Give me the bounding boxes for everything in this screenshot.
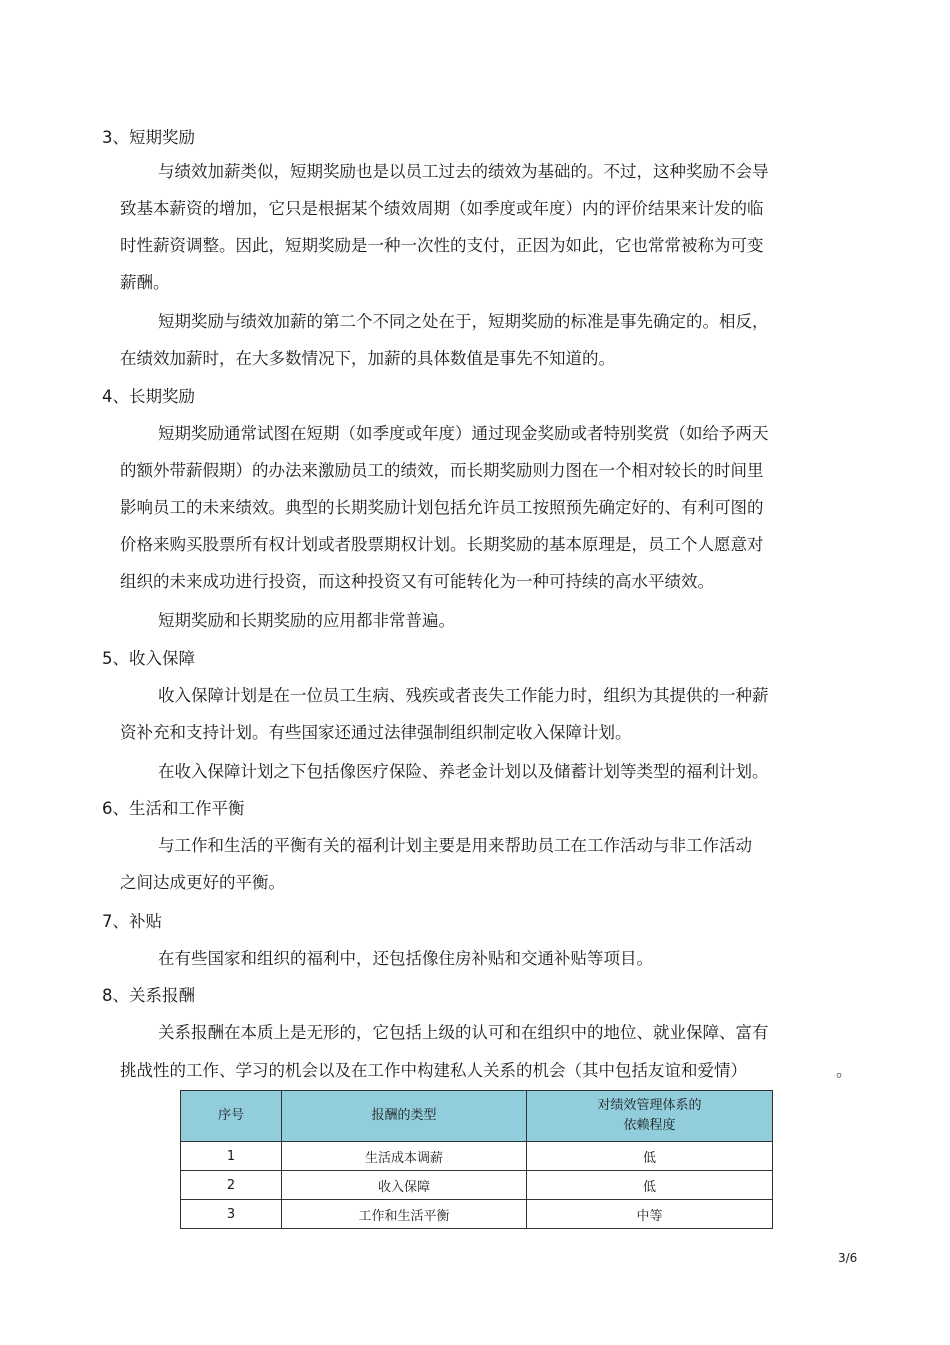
table-row — [181, 1200, 773, 1229]
paragraph-line: 短期奖励和长期奖励的应用都非常普遍。 — [158, 611, 455, 630]
section-heading: 4、长期奖励 — [102, 387, 195, 406]
paragraph-line: 组织的未来成功进行投资，而这种投资又有可能转化为一种可持续的高水平绩效。 — [120, 572, 714, 591]
paragraph-line: 在有些国家和组织的福利中，还包括像住房补贴和交通补贴等项目。 — [158, 949, 653, 968]
table-row — [181, 1171, 773, 1200]
paragraph-line: 之间达成更好的平衡。 — [120, 873, 285, 892]
row-index: 3 — [181, 1200, 282, 1229]
section-heading: 6、生活和工作平衡 — [102, 799, 245, 818]
row-dependency: 中等 — [527, 1200, 773, 1229]
header-index: 序号 — [181, 1091, 282, 1142]
row-index: 1 — [181, 1142, 282, 1171]
row-index: 2 — [181, 1171, 282, 1200]
section-heading: 8、关系报酬 — [102, 986, 195, 1005]
trailing-period: 。 — [836, 1061, 853, 1080]
row-reward-type: 工作和生活平衡 — [282, 1200, 527, 1229]
header-reward-type: 报酬的类型 — [282, 1091, 527, 1142]
header-dependency-line1: 对绩效管理体系的 — [597, 1098, 702, 1113]
paragraph-line: 收入保障计划是在一位员工生病、残疾或者丧失工作能力时，组织为其提供的一种薪 — [158, 686, 769, 705]
paragraph-line: 价格来购买股票所有权计划或者股票期权计划。长期奖励的基本原理是，员工个人愿意对 — [120, 535, 764, 554]
section-heading: 5、收入保障 — [102, 649, 195, 668]
header-dependency-line2: 依赖程度 — [623, 1118, 676, 1133]
paragraph-line: 时性薪资调整。因此，短期奖励是一种一次性的支付，正因为如此，它也常常被称为可变 — [120, 236, 764, 255]
row-reward-type: 生活成本调薪 — [282, 1142, 527, 1171]
paragraph-line: 影响员工的未来绩效。典型的长期奖励计划包括允许员工按照预先确定好的、有利可图的 — [120, 498, 764, 517]
table-header-row — [181, 1091, 773, 1142]
paragraph-line: 的额外带薪假期）的办法来激励员工的绩效，而长期奖励则力图在一个相对较长的时间里 — [120, 461, 764, 480]
page-number: 3/6 — [838, 1251, 858, 1265]
paragraph-line: 短期奖励通常试图在短期（如季度或年度）通过现金奖励或者特别奖赏（如给予两天 — [158, 424, 769, 443]
row-dependency: 低 — [527, 1171, 773, 1200]
row-reward-type: 收入保障 — [282, 1171, 527, 1200]
section-heading: 3、短期奖励 — [102, 128, 195, 147]
paragraph-line: 短期奖励与绩效加薪的第二个不同之处在于，短期奖励的标准是事先确定的。相反， — [158, 312, 769, 331]
paragraph-line: 关系报酬在本质上是无形的，它包括上级的认可和在组织中的地位、就业保障、富有 — [158, 1023, 769, 1042]
reward-table — [180, 1090, 773, 1229]
paragraph-line: 与绩效加薪类似，短期奖励也是以员工过去的绩效为基础的。不过，这种奖励不会导 — [158, 162, 769, 181]
section-heading: 7、补贴 — [102, 912, 162, 931]
paragraph-line: 挑战性的工作、学习的机会以及在工作中构建私人关系的机会（其中包括友谊和爱情） — [120, 1061, 747, 1080]
paragraph-line: 致基本薪资的增加，它只是根据某个绩效周期（如季度或年度）内的评价结果来计发的临 — [120, 199, 764, 218]
header-dependency — [527, 1091, 773, 1142]
paragraph-line: 资补充和支持计划。有些国家还通过法律强制组织制定收入保障计划。 — [120, 723, 632, 742]
paragraph-line: 薪酬。 — [120, 273, 170, 292]
row-dependency: 低 — [527, 1142, 773, 1171]
paragraph-line: 与工作和生活的平衡有关的福利计划主要是用来帮助员工在工作活动与非工作活动 — [158, 836, 752, 855]
paragraph-line: 在收入保障计划之下包括像医疗保险、养老金计划以及储蓄计划等类型的福利计划。 — [158, 762, 769, 781]
paragraph-line: 在绩效加薪时，在大多数情况下，加薪的具体数值是事先不知道的。 — [120, 349, 615, 368]
table-row — [181, 1142, 773, 1171]
